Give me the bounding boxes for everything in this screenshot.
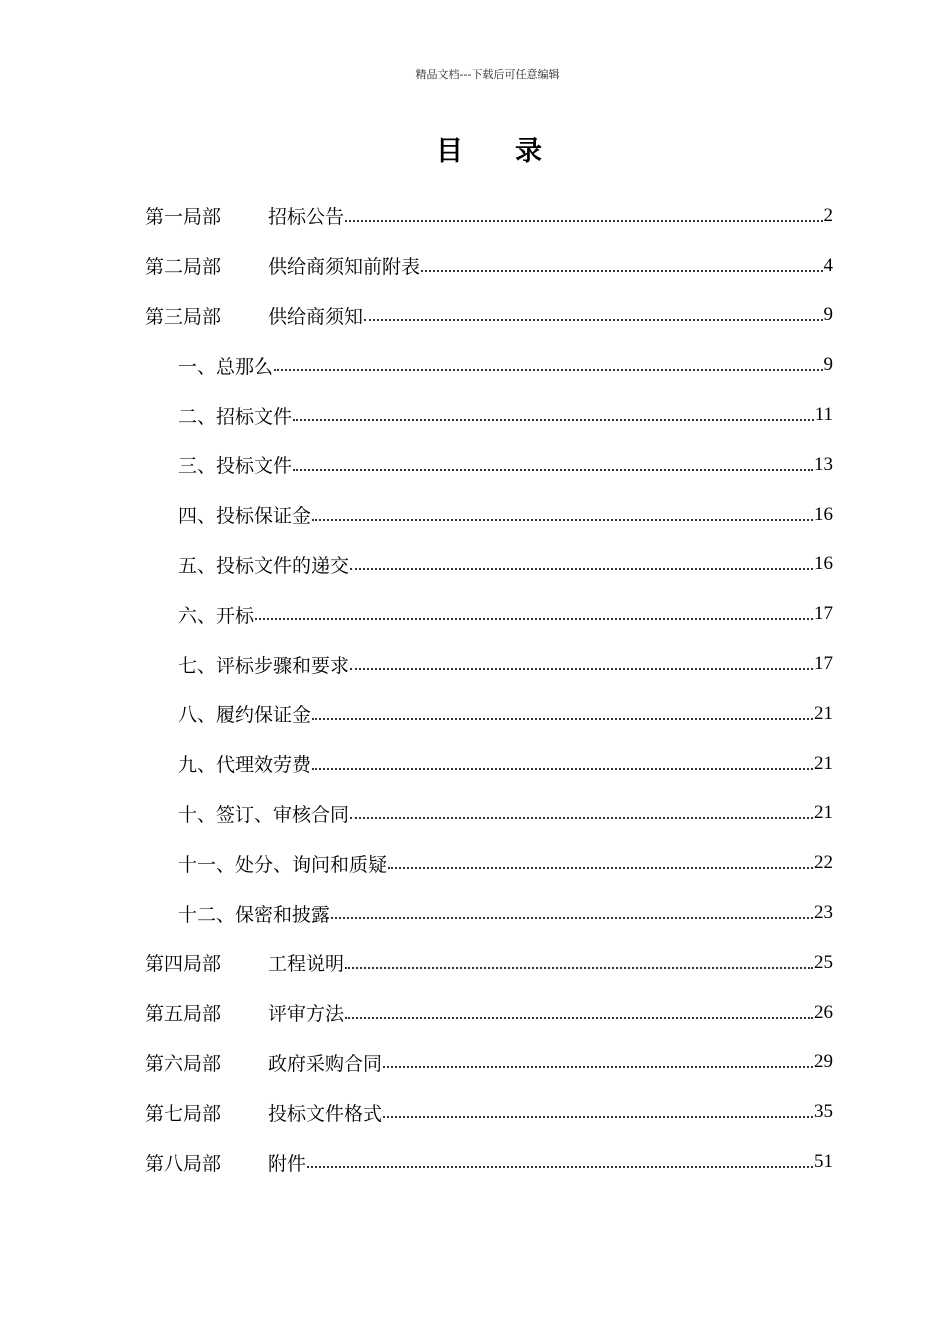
toc-entry-title: 工程说明	[268, 953, 345, 976]
toc-entry-title: 九、代理效劳费	[178, 754, 312, 777]
toc-entry-title: 十二、保密和披露	[178, 903, 331, 926]
toc-part-number: 第二局部	[145, 256, 222, 279]
toc-page-number: 21	[814, 752, 833, 774]
toc-dot-leader	[421, 269, 822, 272]
toc-entry[interactable]	[145, 938, 833, 988]
toc-page-number: 26	[814, 1001, 833, 1023]
toc-part-number: 第四局部	[145, 953, 222, 976]
toc-page-number: 13	[814, 453, 833, 475]
toc-entry-title: 六、开标	[178, 604, 255, 627]
toc-subentry[interactable]	[145, 340, 833, 390]
toc-page-number: 4	[823, 254, 833, 276]
toc-dot-leader	[388, 866, 813, 869]
toc-page-number: 16	[814, 553, 833, 575]
page-title: 目录	[436, 136, 594, 167]
toc-subentry[interactable]	[145, 490, 833, 540]
toc-subentry[interactable]	[145, 390, 833, 440]
toc-page-number: 51	[814, 1151, 833, 1173]
toc-part-number: 第七局部	[145, 1102, 222, 1125]
toc-page-number: 25	[814, 951, 833, 973]
toc-entry-title: 政府采购合同	[268, 1052, 383, 1075]
toc-subentry[interactable]	[145, 589, 833, 639]
toc-page-number: 21	[814, 702, 833, 724]
toc-dot-leader	[255, 617, 813, 620]
toc-dot-leader	[350, 667, 813, 670]
toc-dot-leader	[350, 567, 813, 570]
toc-subentry[interactable]	[145, 838, 833, 888]
toc-dot-leader	[312, 717, 813, 720]
toc-entry-title: 招标公告	[268, 206, 345, 229]
toc-entry-title: 供给商须知	[268, 305, 364, 328]
toc-dot-leader	[293, 468, 813, 471]
toc-entry[interactable]	[145, 1087, 833, 1137]
toc-dot-leader	[383, 1115, 813, 1118]
toc-entry-title: 五、投标文件的递交	[178, 554, 350, 577]
toc-entry-title: 三、投标文件	[178, 455, 293, 478]
toc-entry[interactable]	[145, 1038, 833, 1088]
toc-page-number: 22	[814, 852, 833, 874]
toc-dot-leader	[345, 966, 813, 969]
toc-page-number: 17	[814, 603, 833, 625]
toc-entry-title: 四、投标保证金	[178, 505, 312, 528]
toc-part-number: 第三局部	[145, 305, 222, 328]
toc-entry-title: 供给商须知前附表	[268, 256, 421, 279]
toc-dot-leader	[345, 219, 822, 222]
toc-subentry[interactable]	[145, 440, 833, 490]
toc-part-number: 第五局部	[145, 1003, 222, 1026]
toc-entry-title: 八、履约保证金	[178, 704, 312, 727]
toc-entry-title: 二、招标文件	[178, 405, 293, 428]
toc-dot-leader	[312, 518, 813, 521]
toc-dot-leader	[312, 767, 813, 770]
toc-part-number: 第六局部	[145, 1052, 222, 1075]
toc-dot-leader	[331, 916, 813, 919]
toc-dot-leader	[307, 1165, 813, 1168]
toc-entry-title: 附件	[268, 1152, 307, 1175]
toc-entry-title: 一、总那么	[178, 355, 274, 378]
toc-subentry[interactable]	[145, 739, 833, 789]
toc-entry-title: 十一、处分、询问和质疑	[178, 853, 388, 876]
toc-dot-leader	[383, 1065, 813, 1068]
toc-dot-leader	[350, 816, 813, 819]
toc-entry-title: 评审方法	[268, 1003, 345, 1026]
toc-dot-leader	[364, 318, 822, 321]
toc-page-number: 16	[814, 503, 833, 525]
toc-dot-leader	[345, 1016, 813, 1019]
toc-entry[interactable]	[145, 988, 833, 1038]
toc-subentry[interactable]	[145, 540, 833, 590]
toc-subentry[interactable]	[145, 689, 833, 739]
toc-page-number: 9	[823, 304, 833, 326]
toc-page-number: 2	[823, 204, 833, 226]
toc-page-number: 35	[814, 1101, 833, 1123]
toc-entry-title: 投标文件格式	[268, 1102, 383, 1125]
header-note: 精品文档---下载后可任意编辑	[415, 68, 560, 81]
toc-part-number: 第八局部	[145, 1152, 222, 1175]
toc-page-number: 23	[814, 902, 833, 924]
toc-entry[interactable]	[145, 241, 833, 291]
table-of-contents	[145, 191, 833, 1187]
toc-dot-leader	[274, 368, 822, 371]
toc-page-number: 9	[823, 354, 833, 376]
toc-page-number: 21	[814, 802, 833, 824]
toc-page-number: 11	[814, 404, 833, 426]
toc-entry-title: 十、签订、审核合同	[178, 803, 350, 826]
toc-entry[interactable]	[145, 1137, 833, 1187]
toc-entry[interactable]	[145, 291, 833, 341]
toc-entry[interactable]	[145, 191, 833, 241]
toc-subentry[interactable]	[145, 789, 833, 839]
toc-dot-leader	[293, 418, 814, 421]
toc-part-number: 第一局部	[145, 206, 222, 229]
toc-page-number: 17	[814, 653, 833, 675]
toc-page-number: 29	[814, 1051, 833, 1073]
toc-subentry[interactable]	[145, 888, 833, 938]
toc-subentry[interactable]	[145, 639, 833, 689]
toc-entry-title: 七、评标步骤和要求	[178, 654, 350, 677]
